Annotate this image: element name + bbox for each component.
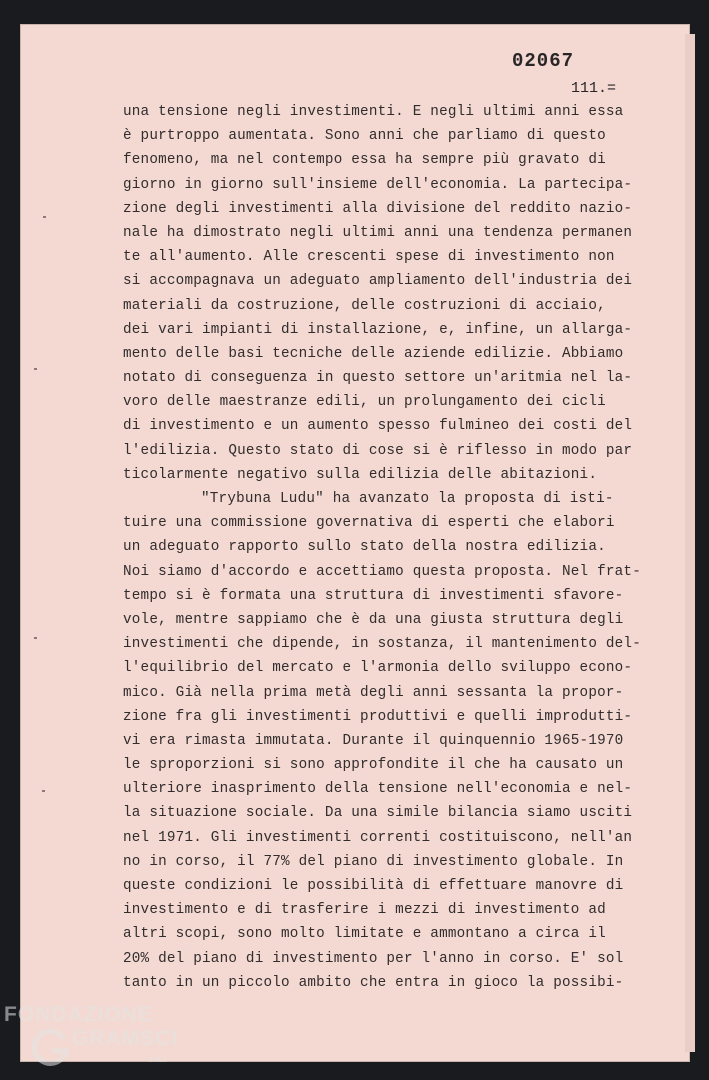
page-edge [685, 34, 695, 1052]
text-line: te all'aumento. Alle crescenti spese di investimento non [123, 249, 615, 266]
text-line: no in corso, il 77% del piano di investimento globale. In [123, 853, 624, 870]
text-line: notato di conseguenza in questo settore un'aritmia nel la- [123, 370, 633, 387]
watermark-line1: FONDAZIONE [4, 1003, 153, 1026]
text-line: tuire una commissione governativa di esperti che elabori [123, 515, 615, 532]
paper-mark [43, 216, 46, 218]
text-line: ticolarmente negativo sulla edilizia delle abitazioni. [123, 466, 598, 483]
text-line: nale ha dimostrato negli ultimi anni una tendenza permanen [123, 224, 633, 241]
text-line: zione fra gli investimenti produttivi e quelli improdutti- [123, 708, 633, 725]
text-line: investimenti che dipende, in sostanza, il mantenimento del- [123, 636, 641, 653]
paper-mark [42, 790, 45, 792]
text-line: mento delle basi tecniche delle aziende edilizie. Abbiamo [123, 345, 624, 362]
text-line: dei vari impianti di installazione, e, infine, un allarga- [123, 321, 633, 338]
page-number: 111.= [571, 80, 617, 97]
text-line: giorno in giorno sull'insieme dell'economia. La partecipa- [123, 176, 633, 193]
text-line: di investimento e un aumento spesso fulmineo dei costi del [123, 418, 633, 435]
text-line: vole, mentre sappiamo che è da una giusta struttura degli [123, 611, 624, 628]
text-line: materiali da costruzione, delle costruzioni di acciaio, [123, 297, 606, 314]
text-line: la situazione sociale. Da una simile bilancia siamo usciti [123, 805, 633, 822]
text-line: zione degli investimenti alla divisione del reddito nazio- [123, 200, 633, 217]
text-line: si accompagnava un adeguato ampliamento dell'industria dei [123, 273, 633, 290]
text-line: voro delle maestranze edili, un prolungamento dei cicli [123, 394, 606, 411]
text-line: mico. Già nella prima metà degli anni sessanta la propor- [123, 684, 624, 701]
watermark-suffix: onlus [148, 1055, 168, 1064]
text-line: investimento e di trasferire i mezzi di investimento ad [123, 902, 606, 919]
text-line: "Trybuna Ludu" ha avanzato la proposta di isti- [201, 491, 614, 507]
text-line: le sproporzioni si sono approfondite il che ha causato un [123, 757, 624, 774]
text-line: una tensione negli investimenti. E negli ultimi anni essa [123, 104, 624, 120]
text-line: vi era rimasta immutata. Durante il quinquennio 1965-1970 [123, 732, 624, 749]
watermark-line2: GRAMSCI [72, 1027, 179, 1050]
text-line: tempo si è formata una struttura di investimenti sfavore- [123, 587, 624, 604]
text-line: l'equilibrio del mercato e l'armonia dello sviluppo econo- [123, 660, 633, 677]
text-line: Noi siamo d'accordo e accettiamo questa proposta. Nel frat- [123, 563, 641, 580]
text-line: fenomeno, ma nel contempo essa ha sempre più gravato di [123, 152, 606, 169]
fondazione-gramsci-watermark [2, 1003, 182, 1075]
text-line: altri scopi, sono molto limitate e ammontano a circa il [123, 926, 606, 943]
text-line: l'edilizia. Questo stato di cose si è riflesso in modo par [123, 442, 633, 459]
text-line: è purtroppo aumentata. Sono anni che parliamo di questo [123, 128, 606, 145]
body-text [123, 100, 641, 995]
document-number: 02067 [512, 50, 575, 72]
text-line: ulteriore inasprimento della tensione nell'economia e nel- [123, 781, 633, 798]
watermark-logo-icon [28, 1025, 72, 1069]
text-line: 20% del piano di investimento per l'anno in corso. E' sol [123, 950, 624, 967]
text-line: queste condizioni le possibilità di effettuare manovre di [123, 878, 624, 894]
text-line: tanto in un piccolo ambito che entra in gioco la possibi- [123, 974, 624, 991]
text-line: nel 1971. Gli investimenti correnti costituiscono, nell'an [123, 829, 633, 846]
text-line: un adeguato rapporto sullo stato della nostra edilizia. [123, 539, 606, 556]
paper-mark [34, 637, 37, 639]
paper-mark [34, 368, 37, 370]
